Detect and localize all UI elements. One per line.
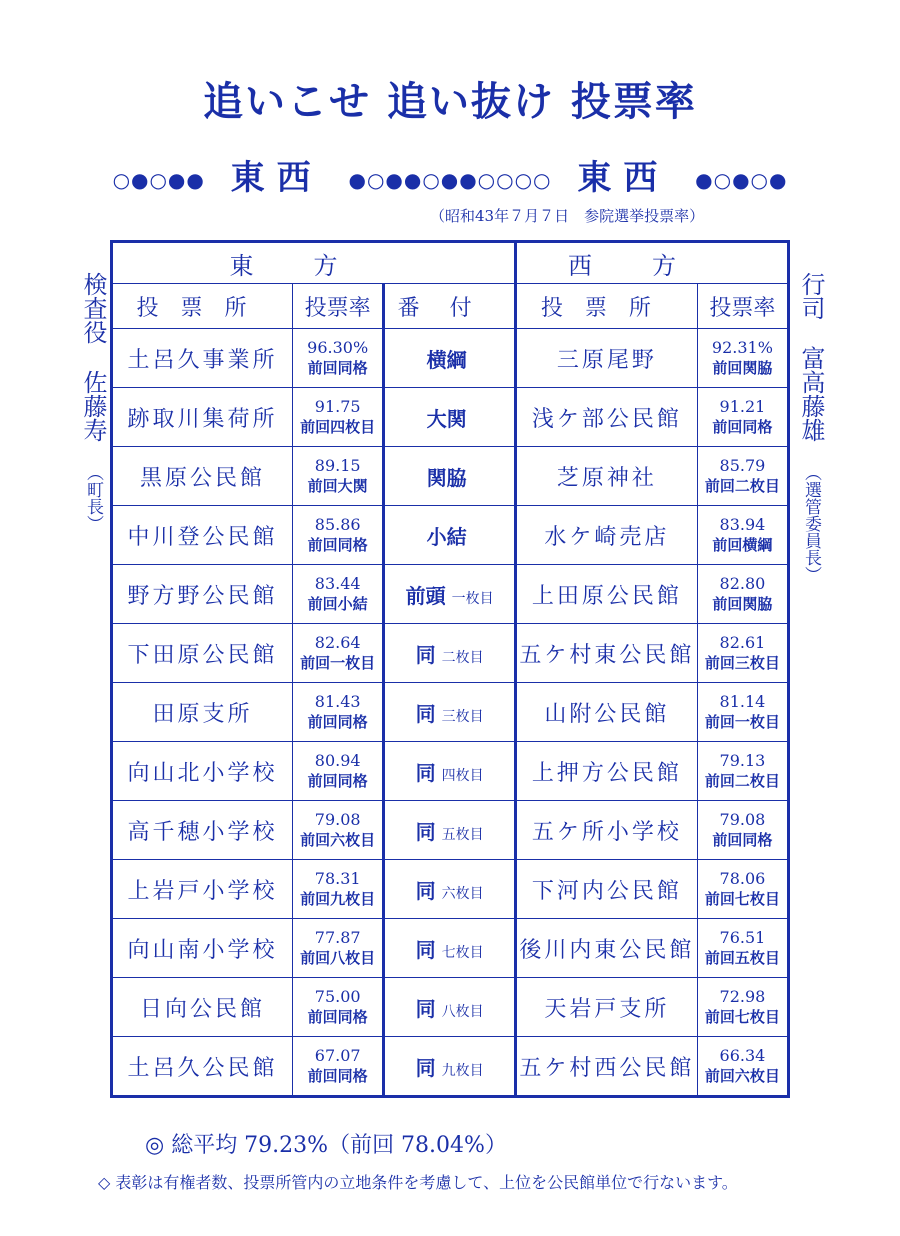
west-venue: 上押方公民館 <box>516 742 698 801</box>
rank-cell <box>384 565 516 624</box>
east-rate: 79.08 <box>314 810 361 829</box>
east-previous: 前回同格 <box>307 359 368 377</box>
east-venue: 跡取川集荷所 <box>112 388 293 447</box>
east-rate-cell <box>293 978 384 1037</box>
east-previous: 前回六枚目 <box>300 831 376 849</box>
west-rate: 91.21 <box>719 397 766 416</box>
east-rate-cell <box>293 742 384 801</box>
east-venue: 土呂久事業所 <box>112 329 293 388</box>
rank-header: 番付 <box>384 284 516 329</box>
west-previous: 前回一枚目 <box>704 713 780 731</box>
west-rate-cell <box>697 801 788 860</box>
rank-sub: 五枚目 <box>441 826 484 843</box>
east-previous: 前回同格 <box>307 536 368 554</box>
rank-sub: 六枚目 <box>441 885 484 902</box>
west-previous: 前回横綱 <box>712 536 773 554</box>
inspector-name: 佐藤寿 <box>79 370 107 442</box>
right-side-label <box>796 272 826 583</box>
west-rate: 79.08 <box>719 810 766 829</box>
west-venue-header: 投票所 <box>516 284 698 329</box>
east-rate-cell <box>293 388 384 447</box>
rank-cell <box>384 329 516 388</box>
rank-sub: 二枚目 <box>441 649 484 666</box>
table-row <box>112 329 789 388</box>
east-rate-cell <box>293 565 384 624</box>
east-previous: 前回同格 <box>307 1008 368 1026</box>
rank-cell <box>384 860 516 919</box>
west-rate-cell <box>697 506 788 565</box>
west-rate: 85.79 <box>719 456 766 475</box>
west-venue: 浅ケ部公民館 <box>516 388 698 447</box>
table-row <box>112 565 789 624</box>
west-venue: 下河内公民館 <box>516 860 698 919</box>
east-previous: 前回四枚目 <box>300 418 376 436</box>
ranking-table <box>110 240 790 1098</box>
west-venue: 五ケ所小学校 <box>516 801 698 860</box>
east-rate: 77.87 <box>314 928 361 947</box>
west-previous: 前回五枚目 <box>704 949 780 967</box>
east-rate: 75.00 <box>314 987 361 1006</box>
west-rate-cell <box>697 860 788 919</box>
table-header-columns <box>112 284 789 329</box>
rank-cell <box>384 1037 516 1097</box>
referee-role: 行司 <box>797 272 825 320</box>
east-venue: 上岩戸小学校 <box>112 860 293 919</box>
east-venue: 向山北小学校 <box>112 742 293 801</box>
west-venue: 三原尾野 <box>516 329 698 388</box>
west-rate-cell <box>697 388 788 447</box>
west-rate: 66.34 <box>719 1046 766 1065</box>
west-rate: 82.80 <box>719 574 766 593</box>
east-previous: 前回大関 <box>307 477 368 495</box>
east-header: 東方 <box>112 242 516 284</box>
rank-sub: 三枚目 <box>441 708 484 725</box>
west-rate-cell <box>697 919 788 978</box>
rank-cell <box>384 742 516 801</box>
east-rate: 96.30% <box>307 338 369 357</box>
west-rate-cell <box>697 329 788 388</box>
rank-sub: 四枚目 <box>441 767 484 784</box>
rank-cell <box>384 978 516 1037</box>
east-venue: 田原支所 <box>112 683 293 742</box>
east-rate-cell <box>293 801 384 860</box>
east-venue-header: 投票所 <box>112 284 293 329</box>
table-row <box>112 624 789 683</box>
west-rate-cell <box>697 978 788 1037</box>
east-previous: 前回一枚目 <box>300 654 376 672</box>
west-venue: 五ケ村東公民館 <box>516 624 698 683</box>
rank-cell <box>384 919 516 978</box>
west-rate: 92.31% <box>711 338 773 357</box>
west-venue: 水ケ崎売店 <box>516 506 698 565</box>
table-row <box>112 447 789 506</box>
rank-title: 同 <box>415 642 436 667</box>
table-row <box>112 683 789 742</box>
west-previous: 前回三枚目 <box>704 654 780 672</box>
rank-sub: 八枚目 <box>441 1003 484 1020</box>
subtitle-east-west-left: 東西 <box>230 158 323 198</box>
west-rate-cell <box>697 742 788 801</box>
west-previous: 前回関脇 <box>712 595 773 613</box>
west-rate: 78.06 <box>719 869 766 888</box>
east-venue: 黒原公民館 <box>112 447 293 506</box>
referee-name: 富高藤雄 <box>797 346 825 442</box>
west-venue: 山附公民館 <box>516 683 698 742</box>
rank-title: 大関 <box>426 406 467 431</box>
east-rate: 82.64 <box>314 633 361 652</box>
east-rate: 89.15 <box>314 456 361 475</box>
rank-cell <box>384 624 516 683</box>
rank-title: 同 <box>415 1055 436 1080</box>
rank-title: 同 <box>415 996 436 1021</box>
east-rate-cell <box>293 1037 384 1097</box>
east-previous: 前回九枚目 <box>300 890 376 908</box>
west-previous: 前回七枚目 <box>704 1008 780 1026</box>
rank-cell <box>384 801 516 860</box>
table-row <box>112 860 789 919</box>
east-rate-cell <box>293 447 384 506</box>
west-rate-cell <box>697 624 788 683</box>
east-previous: 前回同格 <box>307 713 368 731</box>
table-row <box>112 801 789 860</box>
east-rate: 81.43 <box>314 692 361 711</box>
table-row <box>112 1037 789 1097</box>
rank-title: 同 <box>415 937 436 962</box>
east-rate: 85.86 <box>314 515 361 534</box>
east-venue: 高千穂小学校 <box>112 801 293 860</box>
west-rate-cell <box>697 1037 788 1097</box>
inspector-role: 検査役 <box>79 272 107 344</box>
dot-ornament-right: ●○●○● <box>695 168 788 192</box>
east-venue: 下田原公民館 <box>112 624 293 683</box>
footnote: ◇ 表彰は有権者数、投票所管内の立地条件を考慮して、上位を公民館単位で行ないます。 <box>98 1173 738 1192</box>
inspector-post: （町長） <box>83 464 103 532</box>
east-previous: 前回小結 <box>307 595 368 613</box>
left-side-label <box>78 272 108 532</box>
west-previous: 前回二枚目 <box>704 477 780 495</box>
west-rate-cell <box>697 447 788 506</box>
table-row <box>112 978 789 1037</box>
west-venue: 五ケ村西公民館 <box>516 1037 698 1097</box>
table-header-sides <box>112 242 789 284</box>
west-previous: 前回六枚目 <box>704 1067 780 1085</box>
dot-ornament-left: ○●○●● <box>112 168 205 192</box>
west-venue: 芝原神社 <box>516 447 698 506</box>
east-rate: 83.44 <box>314 574 361 593</box>
east-rate-cell <box>293 919 384 978</box>
rank-cell <box>384 506 516 565</box>
east-rate: 67.07 <box>314 1046 361 1065</box>
west-venue: 後川内東公民館 <box>516 919 698 978</box>
total-average: ◎ 総平均 79.23%（前回 78.04%） <box>145 1133 507 1158</box>
rank-cell <box>384 447 516 506</box>
rank-title: 小結 <box>426 524 467 549</box>
west-previous: 前回同格 <box>712 831 773 849</box>
east-venue: 日向公民館 <box>112 978 293 1037</box>
rank-sub: 九枚目 <box>441 1062 484 1079</box>
referee-post: （選管委員長） <box>801 464 821 583</box>
east-rate-cell <box>293 506 384 565</box>
west-previous: 前回二枚目 <box>704 772 780 790</box>
east-rate-cell <box>293 683 384 742</box>
west-rate: 83.94 <box>719 515 766 534</box>
west-rate-cell <box>697 565 788 624</box>
east-venue: 土呂久公民館 <box>112 1037 293 1097</box>
east-rate-cell <box>293 860 384 919</box>
west-header: 西方 <box>516 242 789 284</box>
west-rate: 82.61 <box>719 633 766 652</box>
table-row <box>112 506 789 565</box>
east-previous: 前回同格 <box>307 772 368 790</box>
east-rate: 78.31 <box>314 869 361 888</box>
east-previous: 前回八枚目 <box>300 949 376 967</box>
subtitle-east-west-right: 東西 <box>577 158 670 198</box>
table-row <box>112 919 789 978</box>
east-rate-cell <box>293 329 384 388</box>
west-previous: 前回同格 <box>712 418 773 436</box>
west-rate: 81.14 <box>719 692 766 711</box>
east-rate-header: 投票率 <box>293 284 384 329</box>
east-venue: 向山南小学校 <box>112 919 293 978</box>
rank-title: 前頭 <box>405 583 446 608</box>
west-venue: 上田原公民館 <box>516 565 698 624</box>
subtitle-banner <box>0 150 900 199</box>
rank-title: 関脇 <box>426 465 467 490</box>
rank-title: 同 <box>415 819 436 844</box>
east-rate-cell <box>293 624 384 683</box>
east-rate: 91.75 <box>314 397 361 416</box>
rank-title: 同 <box>415 878 436 903</box>
table-row <box>112 742 789 801</box>
rank-sub: 一枚目 <box>451 590 494 607</box>
west-venue: 天岩戸支所 <box>516 978 698 1037</box>
west-previous: 前回七枚目 <box>704 890 780 908</box>
west-previous: 前回関脇 <box>712 359 773 377</box>
west-rate: 76.51 <box>719 928 766 947</box>
east-rate: 80.94 <box>314 751 361 770</box>
rank-title: 横綱 <box>426 347 467 372</box>
rank-title: 同 <box>415 760 436 785</box>
rank-cell <box>384 683 516 742</box>
page-title: 追いこせ 追い抜け 投票率 <box>203 79 697 125</box>
table-row <box>112 388 789 447</box>
rank-sub: 七枚目 <box>441 944 484 961</box>
east-venue: 中川登公民館 <box>112 506 293 565</box>
west-rate: 79.13 <box>719 751 766 770</box>
dot-ornament-middle: ●○●●○●●○○○○ <box>348 168 552 192</box>
west-rate-cell <box>697 683 788 742</box>
date-note: （昭和43年７月７日 参院選挙投票率） <box>430 207 705 225</box>
east-venue: 野方野公民館 <box>112 565 293 624</box>
rank-title: 同 <box>415 701 436 726</box>
rank-cell <box>384 388 516 447</box>
east-previous: 前回同格 <box>307 1067 368 1085</box>
west-rate-header: 投票率 <box>697 284 788 329</box>
west-rate: 72.98 <box>719 987 766 1006</box>
